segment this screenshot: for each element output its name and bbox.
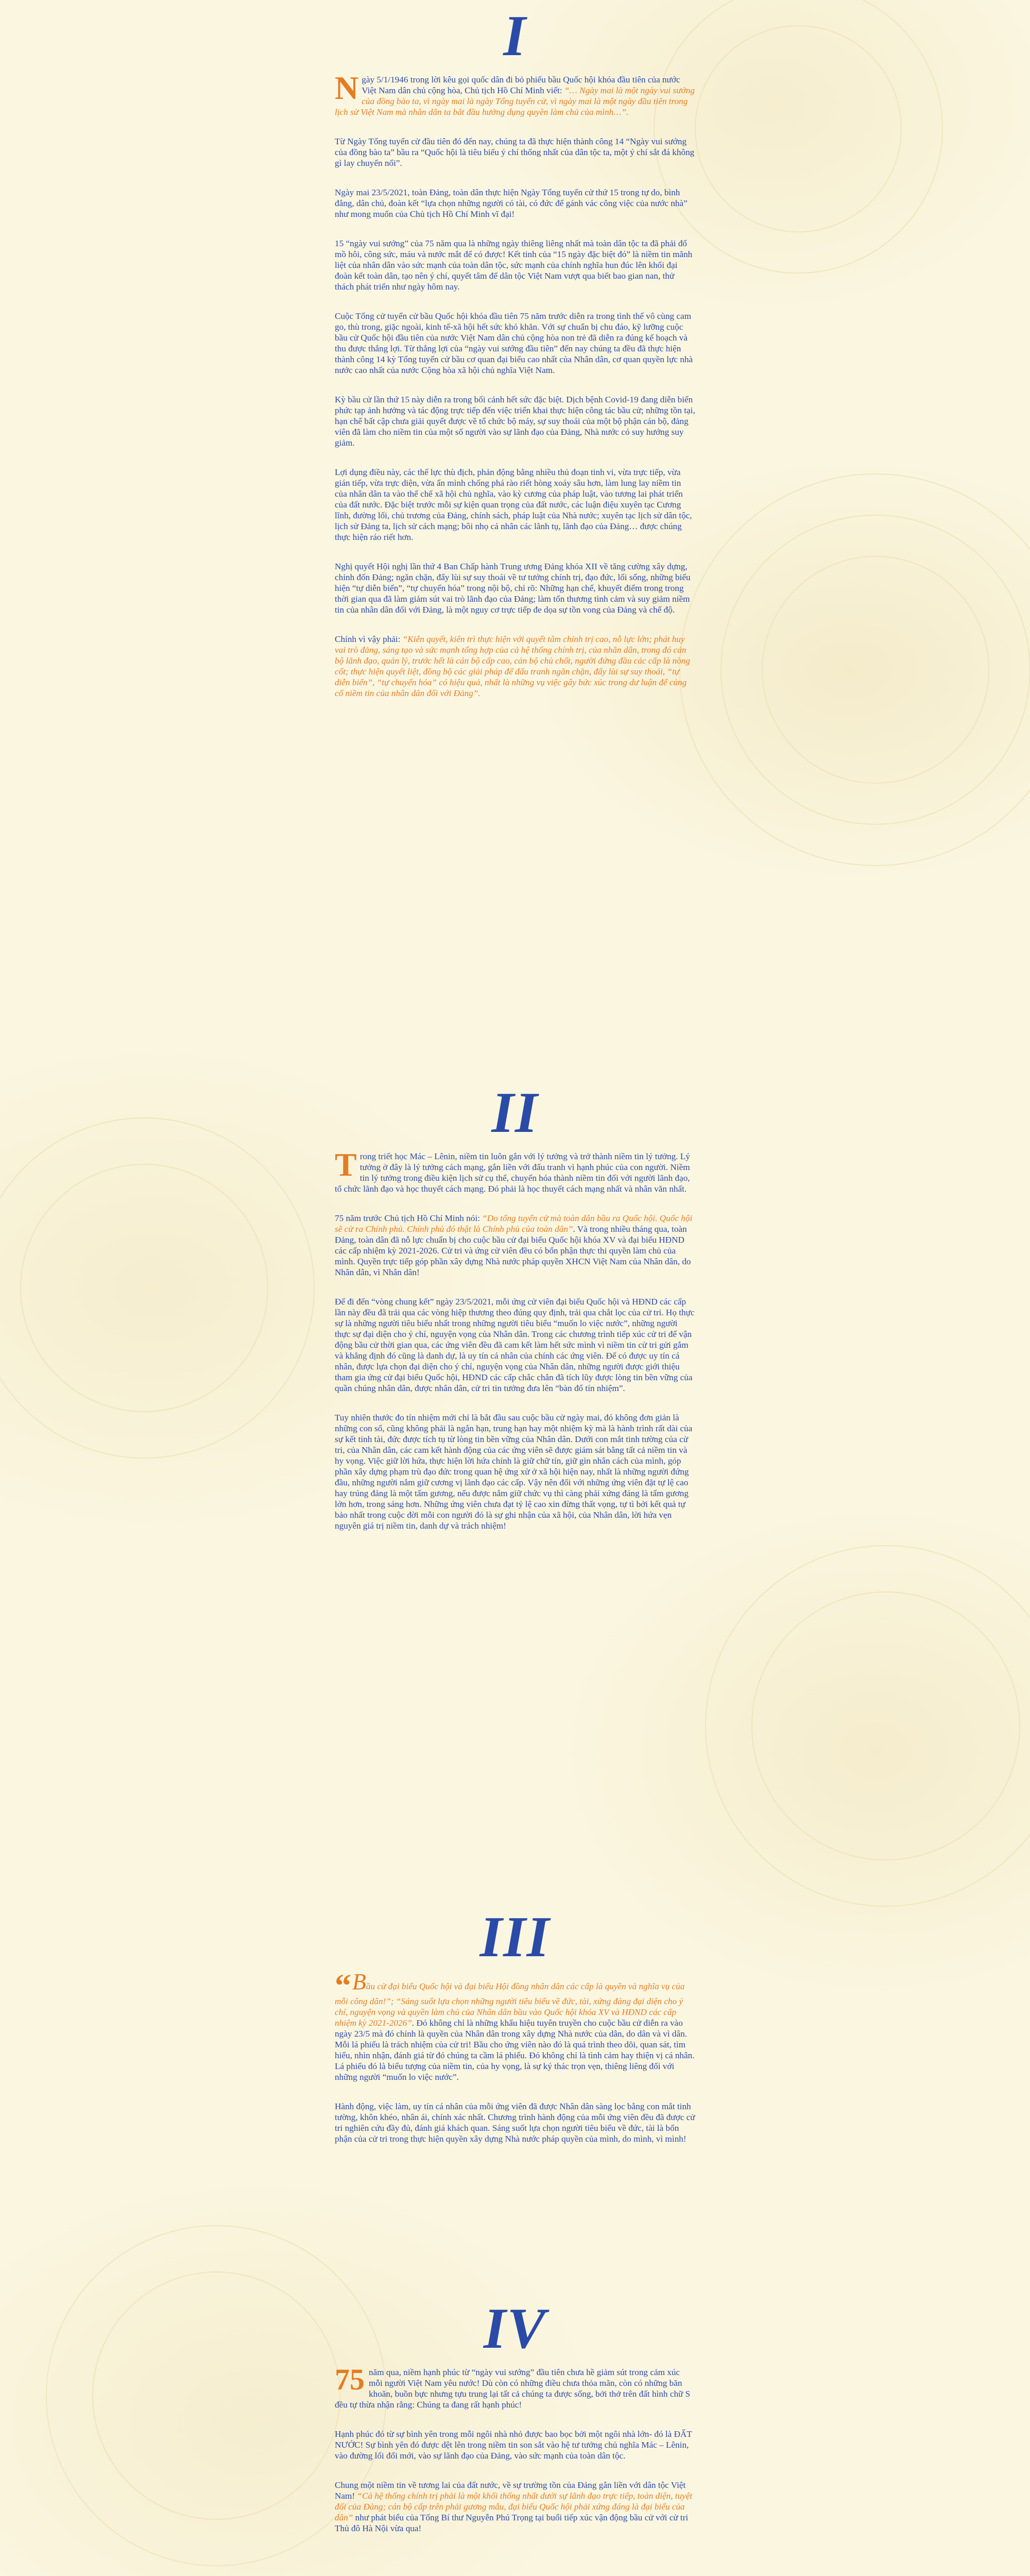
paragraph: 75 năm trước Chủ tịch Hồ Chí Minh nói: “Do tổng tuyển cử mà toàn dân bầu ra Quốc hội. Quốc hội sẽ cử ra Chính phủ. Chính phủ đó thật là Chính phủ của toàn dân”. Và trong nhiều tháng qua, toàn Đảng, toàn dân đã nỗ lực chuẩn bị cho cuộc bầu cử đại biểu Quốc hội khóa XV và đại biểu HĐND các cấp nhiệm kỳ 2021-2026. Cử tri và ứng cử viên đều có bổn phận thực thi quyền làm chủ của mình. Quyền trực tiếp góp phần xây dựng Nhà nước pháp quyền XHCN Việt Nam của Nhân dân, do Nhân dân, vì Nhân dân! [335,1213,693,1277]
drop-cap: N [335,70,359,106]
paragraph: Từ Ngày Tổng tuyển cử đầu tiên đó đến nay, chúng ta đã thực hiện thành công 14 “Ngày vui sướng của đồng bào ta” bầu ra “Quốc hội là tiêu biểu ý chí thống nhất của dân tộc ta, một ý chí sắt đá không gì lay chuyển nổi”. [335,137,695,168]
drop-cap: T [335,1146,357,1183]
paragraph: Lợi dụng điều này, các thế lực thù địch, phản động bằng nhiều thủ đoạn tinh vi, vừa trực tiếp, vừa gián tiếp, vừa trực diện, vừa ẩn mình chống phá rào riết hòng xoáy sâu hơn, làm lung lay niềm tin của nhân dân ta vào thể chế xã hội chủ nghĩa, vào kỳ cương của pháp luật, vào tương lai phát triển của đất nước. Đặc biệt trước mỗi sự kiện quan trọng của đất nước, các luận điệu xuyên tạc Cương lĩnh, đường lối, chủ trương của Đảng, chính sách, pháp luật của Nhà nước; xuyên tạc lịch sử dân tộc, lịch sử Đảng ta, lịch sử cách mạng; bôi nhọ cá nhân các lãnh tụ, lãnh đạo của Đảng… được chúng thực hiện ráo riết hơn. [335,467,692,542]
paragraph: Kỳ bầu cử lần thứ 15 này diễn ra trong bối cảnh hết sức đặc biệt. Dịch bệnh Covid-19 đang diễn biến phức tạp ảnh hưởng và tác động trực tiếp đến việc triển khai thực hiện công tác bầu cử; những tồn tại, hạn chế bất cập chưa giải quyết được về tổ chức bộ máy, sự suy thoái của một bộ phận cán bộ, đảng viên đã làm cho niềm tin của một số người vào sự lãnh đạo của Đảng, Nhà nước có suy hướng suy giảm. [335,395,695,448]
paragraph: Để đi đến “vòng chung kết” ngày 23/5/2021, mỗi ứng cử viên đại biểu Quốc hội và HĐND các cấp lần này đều đã trải qua các vòng hiệp thương theo đúng quy định, trải qua chắt lọc của cử tri. Họ thực sự là những người tiêu biểu nhất trong những người tiêu biểu “muốn lo việc nước”, những người thực sự đại diện cho ý chí, nguyện vọng của Nhân dân. Trong các chương trình tiếp xúc cử tri để vận động bầu cử thời gian qua, các ứng viên đều đã cam kết làm hết sức mình vì niềm tin cử tri gửi gắm và khẳng định đó cũng là danh dự, là uy tín cá nhân của chính các ứng viên. Để có được uy tín cá nhân, được lựa chọn đại diện cho ý chí, nguyện vọng của Nhân dân, những người được giới thiệu tham gia ứng cử đại biểu Quốc hội, HĐND các cấp chắc chắn đã tích lũy được lòng tin bền vững của quần chúng nhân dân, được nhân dân, cử tri tin tưởng đưa lên “bàn đổ tín nhiệm”. [335,1297,695,1393]
quotation: “Do tổng tuyển cử mà toàn dân bầu ra Quốc hội. Quốc hội sẽ cử ra Chính phủ. Chính phủ đó thật là Chính phủ của toàn dân” [335,1213,693,1234]
paragraph: Ngày 5/1/1946 trong lời kêu gọi quốc dân đi bỏ phiếu bầu Quốc hội khóa đầu tiên của nước Việt Nam dân chủ cộng hòa, Chủ tịch Hồ Chí Minh viết: “… Ngày mai là một ngày vui sướng của đồng bào ta, vì ngày mai là ngày Tổng tuyển cử, vì ngày mai là một ngày đầu tiên trong lịch sử Việt Nam mà nhân dân ta bắt đầu hưởng dụng quyền làm chủ của mình…”. [335,70,695,117]
section-heading: II [491,1081,539,1145]
quotation: “Kiên quyết, kiên trì thực hiện với quyết tâm chính trị cao, nỗ lực lớn; phát huy vai trò đảng, sáng tạo và sức mạnh tổng hợp của cả hệ thống chính trị, của nhân dân, trong đó cán bộ lãnh đạo, quản lý, trước hết là cán bộ cấp cao, cán bộ chủ chốt, người đứng đầu các cấp là nòng cốt; thực hiện quyết liệt, đồng bộ các giải pháp để đấu tranh ngăn chặn, đẩy lùi sự suy thoái, “tự diễn biến”, “tự chuyển hóa” có hiệu quả, nhất là những vụ việc gây bức xúc trong dư luận để củng cố niềm tin của nhân dân đối với Đảng”. [335,634,690,698]
quote-mark: “ [335,1967,351,2004]
quotation: ầu cử đại biểu Quốc hội và đại biểu Hội đồng nhân dân các cấp là quyền và nghĩa vụ của mỗi công dân!”; “Sáng suốt lựa chọn những người tiêu biểu về đức, tài, xứng đáng đại diện cho ý chí, nguyện vọng và quyền làm chủ của Nhân dân bầu vào Quốc hội khóa XV và HĐND các cấp nhiệm kỳ 2021-2026” [335,1981,685,2028]
section-2 [335,1082,695,1550]
paragraph: 15 “ngày vui sướng” của 75 năm qua là những ngày thiêng liêng nhất mà toàn dân tộc ta đã phải đổ mồ hôi, công sức, máu và nước mắt để có được! Kết tinh của “15 ngày đặc biệt đó” là niềm tin mãnh liệt của nhân dân vào sức mạnh của toàn dân tộc, sức mạnh của chính nghĩa hun đúc lên khối đại đoàn kết toàn dân, tạo nên ý chí, quyết tâm để dân tộc Việt Nam vượt qua biết bao gian nan, thử thách phát triển như ngày hôm nay. [335,239,693,292]
paragraph: Hạnh phúc đó từ sự bình yên trong mỗi ngôi nhà nhỏ được bao bọc bởi một ngôi nhà lớn- đó là ĐẤT NƯỚC! Sự bình yên đó được dệt lên trong niềm tin son sắt vào hệ tư tưởng chủ nghĩa Mác – Lênin, vào đường lối đổi mới, vào sự lãnh đạo của Đảng, vào sức mạnh của toàn dân tộc. [335,2429,692,2461]
section-heading: I [503,4,527,68]
paragraph: “Bầu cử đại biểu Quốc hội và đại biểu Hội đồng nhân dân các cấp là quyền và nghĩa vụ của mỗi công dân!”; “Sáng suốt lựa chọn những người tiêu biểu về đức, tài, xứng đáng đại diện cho ý chí, nguyện vọng và quyền làm chủ của Nhân dân bầu vào Quốc hội khóa XV và HĐND các cấp nhiệm kỳ 2021-2026”. Đó không chỉ là những khẩu hiệu tuyên truyền cho cuộc bầu cử diễn ra vào ngày 23/5 mà đó chính là quyền của Nhân dân trong xây dựng Nhà nước của dân, do dân và vì dân. Mỗi lá phiếu là trách nhiệm của cử tri! Bầu cho ứng viên nào đó là quá trình theo dõi, quan sát, tìm hiểu, nhìn nhận, đánh giá từ đó chúng ta cầm lá phiếu. Đó không chỉ là tình cảm hay thiện vị cá nhân. Lá phiếu đó là biểu tượng của niềm tin, của hy vọng, là sự ký thác trọn vẹn, thiêng liêng đối với những người “muốn lo việc nước”. [335,1967,695,2082]
paragraph: Ngày mai 23/5/2021, toàn Đảng, toàn dân thực hiện Ngày Tổng tuyển cử thứ 15 trong tự do, bình đẳng, dân chủ, đoàn kết “lựa chọn những người có tài, có đức để gánh vác công việc của nước nhà” như mong muốn của Chủ tịch Hồ Chí Minh vĩ đại! [335,188,688,219]
drop-cap: 75 [335,2363,365,2396]
paragraph: 75 năm qua, niềm hạnh phúc từ “ngày vui sướng” đầu tiên chưa hề giảm sút trong cảm xúc mỗi người Việt Nam yêu nước! Dù còn có những điều chưa thỏa mãn, còn có những băn khoăn, buồn bực nhưng tựu trung lại tất cả chúng ta được sống, bởi thở trên đất hình chữ S đều tự thừa nhận rằng: Chúng ta đang rất hạnh phúc! [335,2363,691,2410]
paragraph: Hành động, việc làm, uy tín cá nhân của mỗi ứng viên đã được Nhân dân sàng lọc bằng con mắt tinh tường, khôn khéo, nhân ái, chính xác nhất. Chương trình hành động của mỗi ứng viên đều đã được cử tri nghiên cứu đầy đủ, đánh giá khách quan. Sáng suốt lựa chọn người tiêu biểu về đức, tài là bổn phận của cử tri trong thực hiện quyền xây dựng Nhà nước pháp quyền của mình, do mình, vì mình! [335,2102,695,2144]
paragraph: Cuộc Tổng cử tuyển cử bầu Quốc hội khóa đầu tiên 75 năm trước diễn ra trong tình thế vô cùng cam go, thù trong, giặc ngoài, kinh tế-xã hội hết sức khó khăn. Với sự chuẩn bị chu đáo, kỹ lưỡng cuộc bầu cử Quốc hội đầu tiên của nước Việt Nam dân chủ cộng hòa non trẻ đã diễn ra đúng kế hoạch và thu được thắng lợi. Từ thắng lợi của “ngày vui sướng đầu tiên” đến nay chúng ta đều đã thực hiện thành công 14 kỳ Tổng tuyển cử bầu cơ quan đại biểu cao nhất của Nhân dân, cơ quan quyền lực nhà nước cao nhất của nước Cộng hòa xã hội chủ nghĩa Việt Nam. [335,311,693,375]
section-4 [335,2298,695,2552]
section-heading: IV [483,2297,547,2361]
quotation: “… Ngày mai là một ngày vui sướng của đồng bào ta, vì ngày mai là ngày Tổng tuyển cử, vì ngày mai là một ngày đầu tiên trong lịch sử Việt Nam mà nhân dân ta bắt đầu hưởng dụng quyền làm chủ của mình…”. [335,86,695,117]
paragraph: Chính vì vậy phải: “Kiên quyết, kiên trì thực hiện với quyết tâm chính trị cao, nỗ lực lớn; phát huy vai trò đảng, sáng tạo và sức mạnh tổng hợp của cả hệ thống chính trị, của nhân dân, trong đó cán bộ lãnh đạo, quản lý, trước hết là cán bộ cấp cao, cán bộ chủ chốt, người đứng đầu các cấp là nòng cốt; thực hiện quyết liệt, đồng bộ các giải pháp để đấu tranh ngăn chặn, đẩy lùi sự suy thoái, “tự diễn biến”, “tự chuyển hóa” có hiệu quả, nhất là những vụ việc gây bức xúc trong dư luận để củng cố niềm tin của nhân dân đối với Đảng”. [335,634,690,698]
section-heading: III [479,1905,551,1969]
paragraph: Trong triết học Mác – Lênin, niềm tin luôn gắn với lý tưởng và trở thành niềm tin lý tưởng. Lý tưởng ở đây là lý tưởng cách mạng, gắn liền với đấu tranh vì hạnh phúc của con người. Niềm tin lý tưởng trong điều kiện lịch sử cụ thể, chuyển hóa thành niềm tin đối với người lãnh đạo, tổ chức lãnh đạo và học thuyết cách mạng. Đó phải là học thuyết cách mạng nhất và nhân văn nhất. [335,1146,690,1194]
section-1 [335,5,695,717]
paragraph: Nghị quyết Hội nghị lần thứ 4 Ban Chấp hành Trung ương Đảng khóa XII về tăng cường xây dựng, chỉnh đốn Đảng; ngăn chặn, đẩy lùi sự suy thoái về tư tưởng chính trị, đạo đức, lối sống, những biểu hiện “tự diễn biến”, “tự chuyển hóa” trong nội bộ, chỉ rõ: Những hạn chế, khuyết điểm trong trong thời gian qua đã làm giảm sút vai trò lãnh đạo của Đảng; làm tổn thương tình cảm và suy giảm niềm tin của nhân dân đối với Đảng, là một nguy cơ trực tiếp đe dọa sự tồn vong của Đảng và chế độ. [335,562,691,615]
paragraph: Tuy nhiên thước đo tín nhiệm mới chỉ là bắt đầu sau cuộc bầu cử ngày mai, đó không đơn giản là những con số, cũng không phải là ngắn hạn, trung hạn hay một nhiệm kỳ mà là hành trình rất dài của sự kết tinh tài, đức được tích tụ từ lòng tin bền vững của Nhân dân. Dưới con mắt tinh tường của cử tri, của Nhân dân, các cam kết hành động của các ứng viên sẽ được giám sát bằng tất cả niềm tin và hy vọng. Việc giữ lời hứa, thực hiện lời hứa chính là giữ chữ tín, giữ gìn nhân cách của mình, góp phần xây dựng phạm trù đạo đức trong quan hệ ứng xử ở xã hội hiện nay, nhất là những người đứng đầu, những người nắm giữ cương vị lãnh đạo các cấp. Vậy nên đối với những ứng viên đặt tự lệ cao hay trúng đảng là một tấm gương, nếu được nắm giữ chức vụ thì càng phải xứng đáng là tấm gương lớn hơn, trong sáng hơn. Những ứng viên chưa đạt tỷ lệ cao xin đừng thất vọng, tự tì bởi kết quả tự bảo nhất trong cuộc đời mỗi con người đó là sự ghi nhận của xã hội, của Nhân dân, lời hứa vẹn nguyên giá trị niềm tin, danh dự và trách nhiệm! [335,1413,693,1531]
section-3 [335,1906,695,2163]
paragraph: Chung một niềm tin về tương lai của đất nước, về sự trường tồn của Đảng gắn liền với dân tộc Việt Nam! “Cả hệ thống chính trị phải là một khối thống nhất dưới sự lãnh đạo trực tiếp, toàn diện, tuyệt đối của Đảng; cán bộ cấp trên phải gương mẫu, đại biểu Quốc hội phải xứng đáng là đại biểu của dân” như phát biểu của Tổng Bí thư Nguyễn Phú Trọng tại buổi tiếp xúc vận động bầu cử với cử tri Thủ đô Hà Nội vừa qua! [335,2480,693,2533]
quotation: “Cả hệ thống chính trị phải là một khối thống nhất dưới sự lãnh đạo trực tiếp, toàn diện, tuyệt đối của Đảng; cán bộ cấp trên phải gương mẫu, đại biểu Quốc hội phải xứng đáng là đại biểu của dân” [335,2491,693,2522]
drop-cap: B [352,1969,366,1994]
